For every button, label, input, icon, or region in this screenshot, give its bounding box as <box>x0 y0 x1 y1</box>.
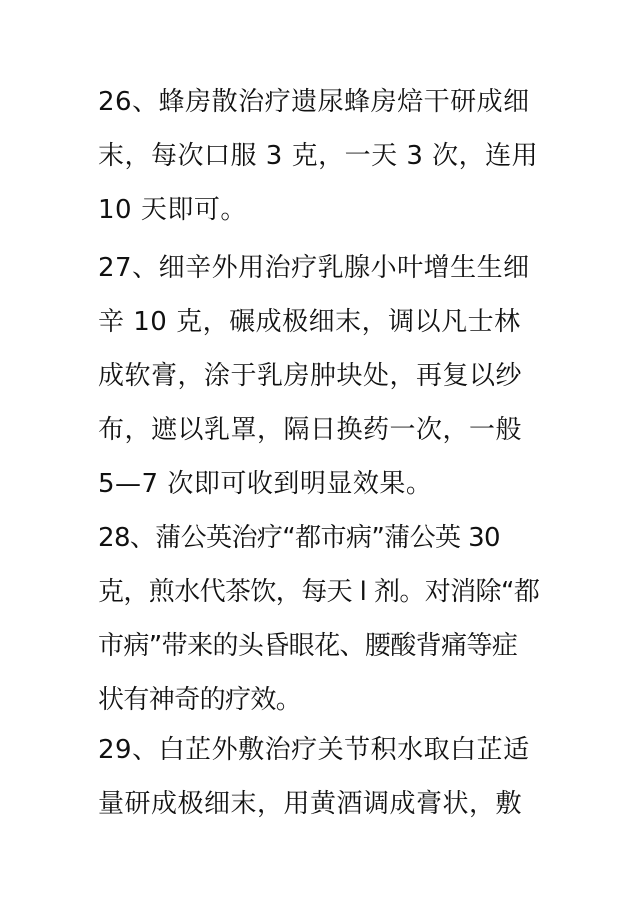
text-line: 28、蒲公英治疗“都市病”蒲公英 30 <box>98 523 500 553</box>
text-line: 辛 10 克，碾成极细末，调以凡士林 <box>98 307 521 337</box>
text-line: 状有神奇的疗效。 <box>98 685 302 715</box>
text-line: 末，每次口服 3 克，一天 3 次，连用 <box>98 141 539 171</box>
text-line: 29、白芷外敷治疗关节积水取白芷适 <box>98 735 530 765</box>
text-line: 市病”带来的头昏眼花、腰酸背痛等症 <box>98 631 518 661</box>
text-line: 10 天即可。 <box>98 195 247 225</box>
text-line: 成软膏，涂于乳房肿块处，再复以纱 <box>98 361 523 391</box>
text-line: 量研成极细末，用黄酒调成膏状，敷 <box>98 789 523 819</box>
text-line: 27、细辛外用治疗乳腺小叶增生生细 <box>98 253 530 283</box>
text-line: 26、蜂房散治疗遗尿蜂房焙干研成细 <box>98 87 530 117</box>
text-line: 5—7 次即可收到明显效果。 <box>98 469 433 499</box>
text-line: 克，煎水代茶饮，每天 l 剂。对消除“都 <box>98 577 540 607</box>
text-line: 布，遮以乳罩，隔日换药一次，一般 <box>98 415 523 445</box>
